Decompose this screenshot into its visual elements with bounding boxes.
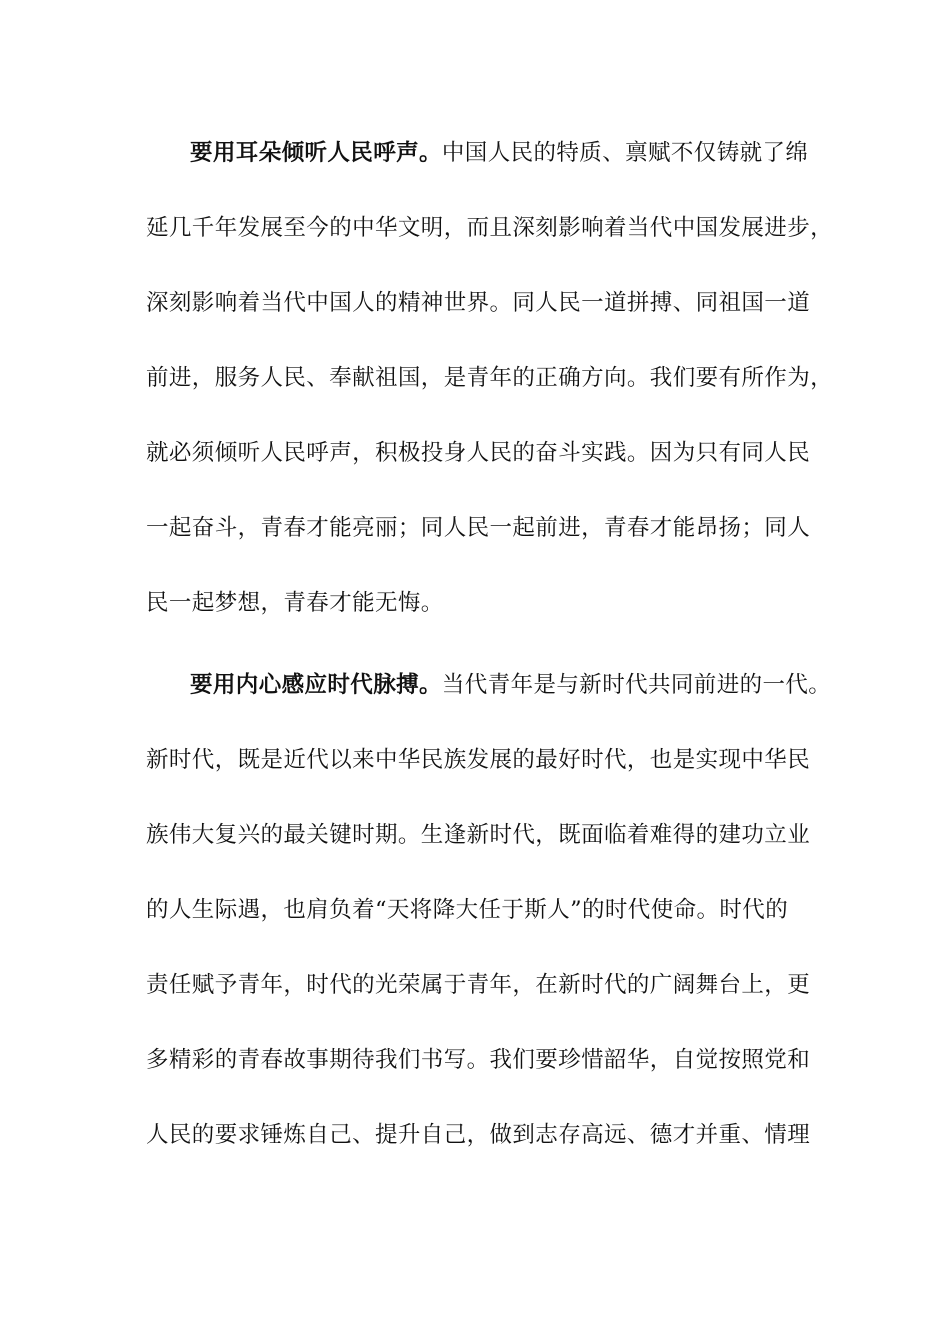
- paragraph-line: 多精彩的青春故事期待我们书写。我们要珍惜韶华，自觉按照党和: [146, 1047, 811, 1073]
- paragraph-line: [190, 670, 831, 700]
- paragraph-lead: 要用内心感应时代脉搏。: [190, 672, 442, 698]
- paragraph-line: 深刻影响着当代中国人的精神世界。同人民一道拼搏、同祖国一道: [146, 290, 811, 316]
- paragraph-line: 延几千年发展至今的中华文明，而且深刻影响着当代中国发展进步，: [146, 215, 834, 241]
- paragraph-line: 就必须倾听人民呼声，积极投身人民的奋斗实践。因为只有同人民: [146, 440, 811, 466]
- paragraph-line: 族伟大复兴的最关键时期。生逢新时代，既面临着难得的建功立业: [146, 822, 811, 848]
- paragraph-text: 中国人民的特质、禀赋不仅铸就了绵: [441, 140, 809, 166]
- paragraph-line: 新时代，既是近代以来中华民族发展的最好时代，也是实现中华民: [146, 747, 811, 773]
- paragraph-line: 一起奋斗，青春才能亮丽；同人民一起前进，青春才能昂扬；同人: [146, 515, 811, 541]
- paragraph-line: 人民的要求锤炼自己、提升自己，做到志存高远、德才并重、情理: [146, 1122, 811, 1148]
- paragraph-line: [190, 138, 808, 168]
- paragraph-line: 民一起梦想，青春才能无悔。: [146, 590, 444, 616]
- paragraph-text: 当代青年是与新时代共同前进的一代。: [441, 672, 832, 698]
- paragraph-line: 的人生际遇，也肩负着“天将降大任于斯人”的时代使命。时代的: [146, 897, 789, 923]
- paragraph-lead: 要用耳朵倾听人民呼声。: [190, 140, 442, 166]
- paragraph-line: 前进，服务人民、奉献祖国，是青年的正确方向。我们要有所作为，: [146, 365, 834, 391]
- paragraph-line: 责任赋予青年，时代的光荣属于青年，在新时代的广阔舞台上，更: [146, 972, 811, 998]
